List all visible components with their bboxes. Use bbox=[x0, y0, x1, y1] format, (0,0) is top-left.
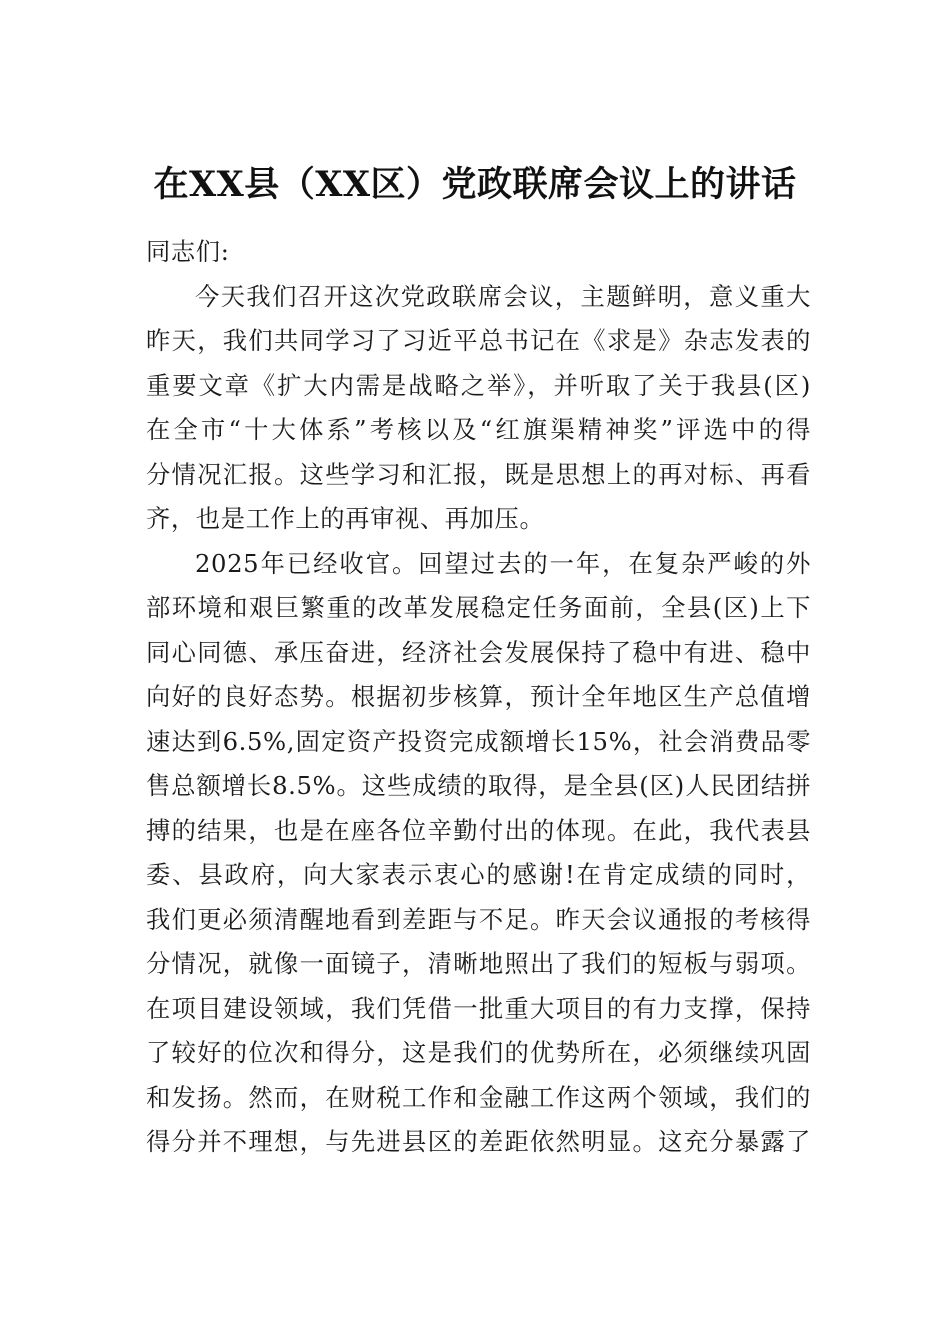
paragraph-2 bbox=[146, 542, 811, 1165]
text-line: 得分并不理想，与先进县区的差距依然明显。这充分暴露了 bbox=[146, 1127, 811, 1156]
text-line: 在项目建设领域，我们凭借一批重大项目的有力支撑，保持 bbox=[146, 993, 811, 1023]
text-line: 同心同德、承压奋进，经济社会发展保持了稳中有进、稳中 bbox=[146, 637, 811, 667]
text-line: 昨天，我们共同学习了习近平总书记在《求是》杂志发表的 bbox=[146, 326, 811, 355]
text-line: 在全市“十大体系”考核以及“红旗渠精神奖”评选中的得 bbox=[146, 415, 811, 444]
text-line: 售总额增长8.5%。这些成绩的取得，是全县(区)人民团结拼 bbox=[146, 771, 811, 800]
speech-body bbox=[146, 230, 811, 1165]
text-line: 委、县政府，向大家表示衷心的感谢!在肯定成绩的同时， bbox=[146, 860, 811, 889]
text-line: 齐，也是工作上的再审视、再加压。 bbox=[146, 504, 545, 533]
text-line: 我们更必须清醒地看到差距与不足。昨天会议通报的考核得 bbox=[146, 904, 811, 934]
text-line: 了较好的位次和得分，这是我们的优势所在，必须继续巩固 bbox=[146, 1038, 811, 1067]
text-line: 分情况，就像一面镜子，清晰地照出了我们的短板与弱项。 bbox=[146, 949, 811, 978]
text-line: 分情况汇报。这些学习和汇报，既是思想上的再对标、再看 bbox=[146, 459, 811, 489]
text-line: 部环境和艰巨繁重的改革发展稳定任务面前，全县(区)上下 bbox=[146, 593, 811, 622]
paragraph-1 bbox=[146, 275, 811, 542]
text-line: 重要文章《扩大内需是战略之举》，并听取了关于我县(区) bbox=[146, 370, 811, 400]
text-line: 搏的结果，也是在座各位辛勤付出的体现。在此，我代表县 bbox=[146, 815, 811, 845]
text-line: 2025年已经收官。回望过去的一年，在复杂严峻的外 bbox=[195, 548, 811, 578]
salutation: 同志们: bbox=[146, 237, 230, 266]
text-line: 今天我们召开这次党政联席会议，主题鲜明，意义重大 bbox=[195, 281, 811, 311]
text-line: 和发扬。然而，在财税工作和金融工作这两个领域，我们的 bbox=[146, 1082, 811, 1112]
text-line: 向好的良好态势。根据初步核算，预计全年地区生产总值增 bbox=[146, 682, 811, 711]
page-title: 在XX县（XX区）党政联席会议上的讲话 bbox=[153, 164, 797, 205]
text-line: 速达到6.5%,固定资产投资完成额增长15%，社会消费品零 bbox=[146, 726, 811, 756]
